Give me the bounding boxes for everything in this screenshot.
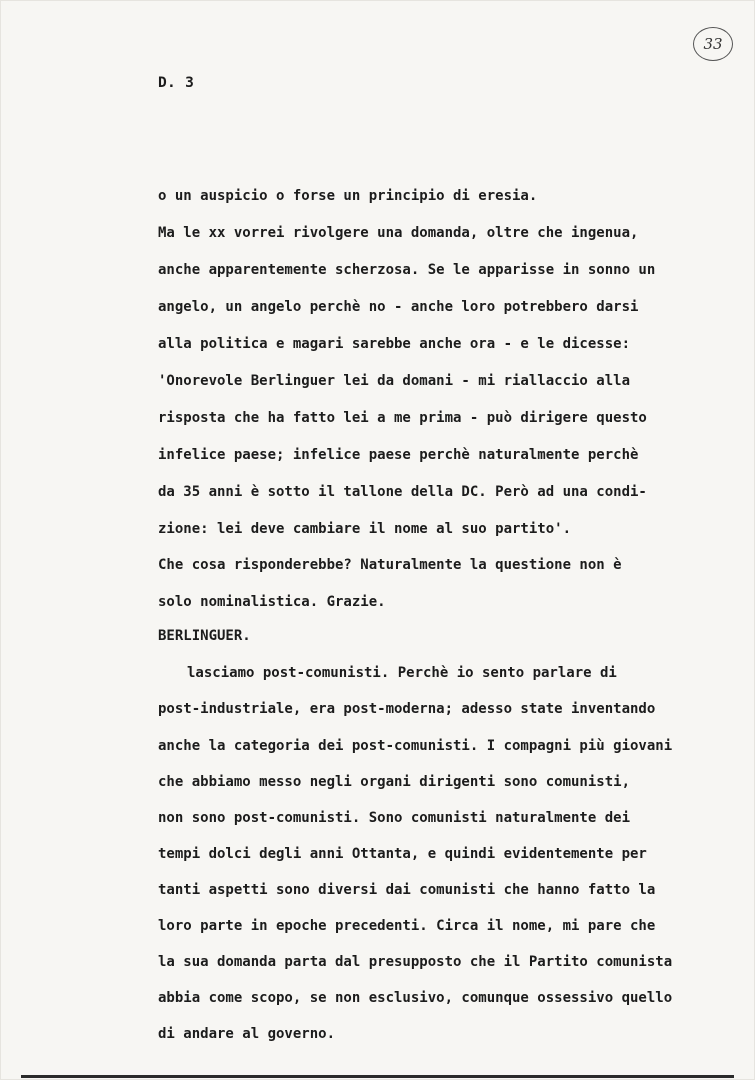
text-line: non sono post-comunisti. Sono comunisti naturalmente dei bbox=[158, 810, 631, 826]
text-line: 'Onorevole Berlinguer lei da domani - mi riallaccio alla bbox=[158, 373, 631, 389]
text-line: zione: lei deve cambiare il nome al suo partito'. bbox=[158, 521, 572, 537]
folio-stamp: 33 bbox=[693, 27, 733, 61]
text-line: angelo, un angelo perchè no - anche loro potrebbero darsi bbox=[158, 299, 639, 315]
text-line: di andare al governo. bbox=[158, 1026, 336, 1042]
text-line: risposta che ha fatto lei a me prima - può dirigere questo bbox=[158, 410, 647, 426]
text-line: Ma le xx vorrei rivolgere una domanda, oltre che ingenua, bbox=[158, 225, 639, 241]
text-line: lasciamo post-comunisti. Perchè io sento parlare di bbox=[187, 665, 617, 681]
text-line: Che cosa risponderebbe? Naturalmente la questione non è bbox=[158, 557, 622, 573]
text-line: anche apparentemente scherzosa. Se le apparisse in sonno un bbox=[158, 262, 656, 278]
text-line: infelice paese; infelice paese perchè naturalmente perchè bbox=[158, 447, 639, 463]
text-line: post-industriale, era post-moderna; adesso state inventando bbox=[158, 701, 656, 717]
bottom-edge-rule bbox=[21, 1075, 734, 1078]
text-line: anche la categoria dei post-comunisti. I compagni più giovani bbox=[158, 738, 673, 754]
text-line: alla politica e magari sarebbe anche ora - e le dicesse: bbox=[158, 336, 631, 352]
text-line: la sua domanda parta dal presupposto che il Partito comunista bbox=[158, 954, 673, 970]
text-line: da 35 anni è sotto il tallone della DC. Però ad una condi- bbox=[158, 484, 647, 500]
text-line: tanti aspetti sono diversi dai comunisti che hanno fatto la bbox=[158, 882, 656, 898]
speaker-label: BERLINGUER. bbox=[158, 628, 251, 644]
text-line: che abbiamo messo negli organi dirigenti sono comunisti, bbox=[158, 774, 631, 790]
text-line: loro parte in epoche precedenti. Circa il nome, mi pare che bbox=[158, 918, 656, 934]
text-line: o un auspicio o forse un principio di eresia. bbox=[158, 188, 538, 204]
text-line: tempi dolci degli anni Ottanta, e quindi evidentemente per bbox=[158, 846, 647, 862]
text-line: abbia come scopo, se non esclusivo, comunque ossessivo quello bbox=[158, 990, 673, 1006]
page-label: D. 3 bbox=[158, 75, 195, 91]
text-line: solo nominalistica. Grazie. bbox=[158, 594, 386, 610]
